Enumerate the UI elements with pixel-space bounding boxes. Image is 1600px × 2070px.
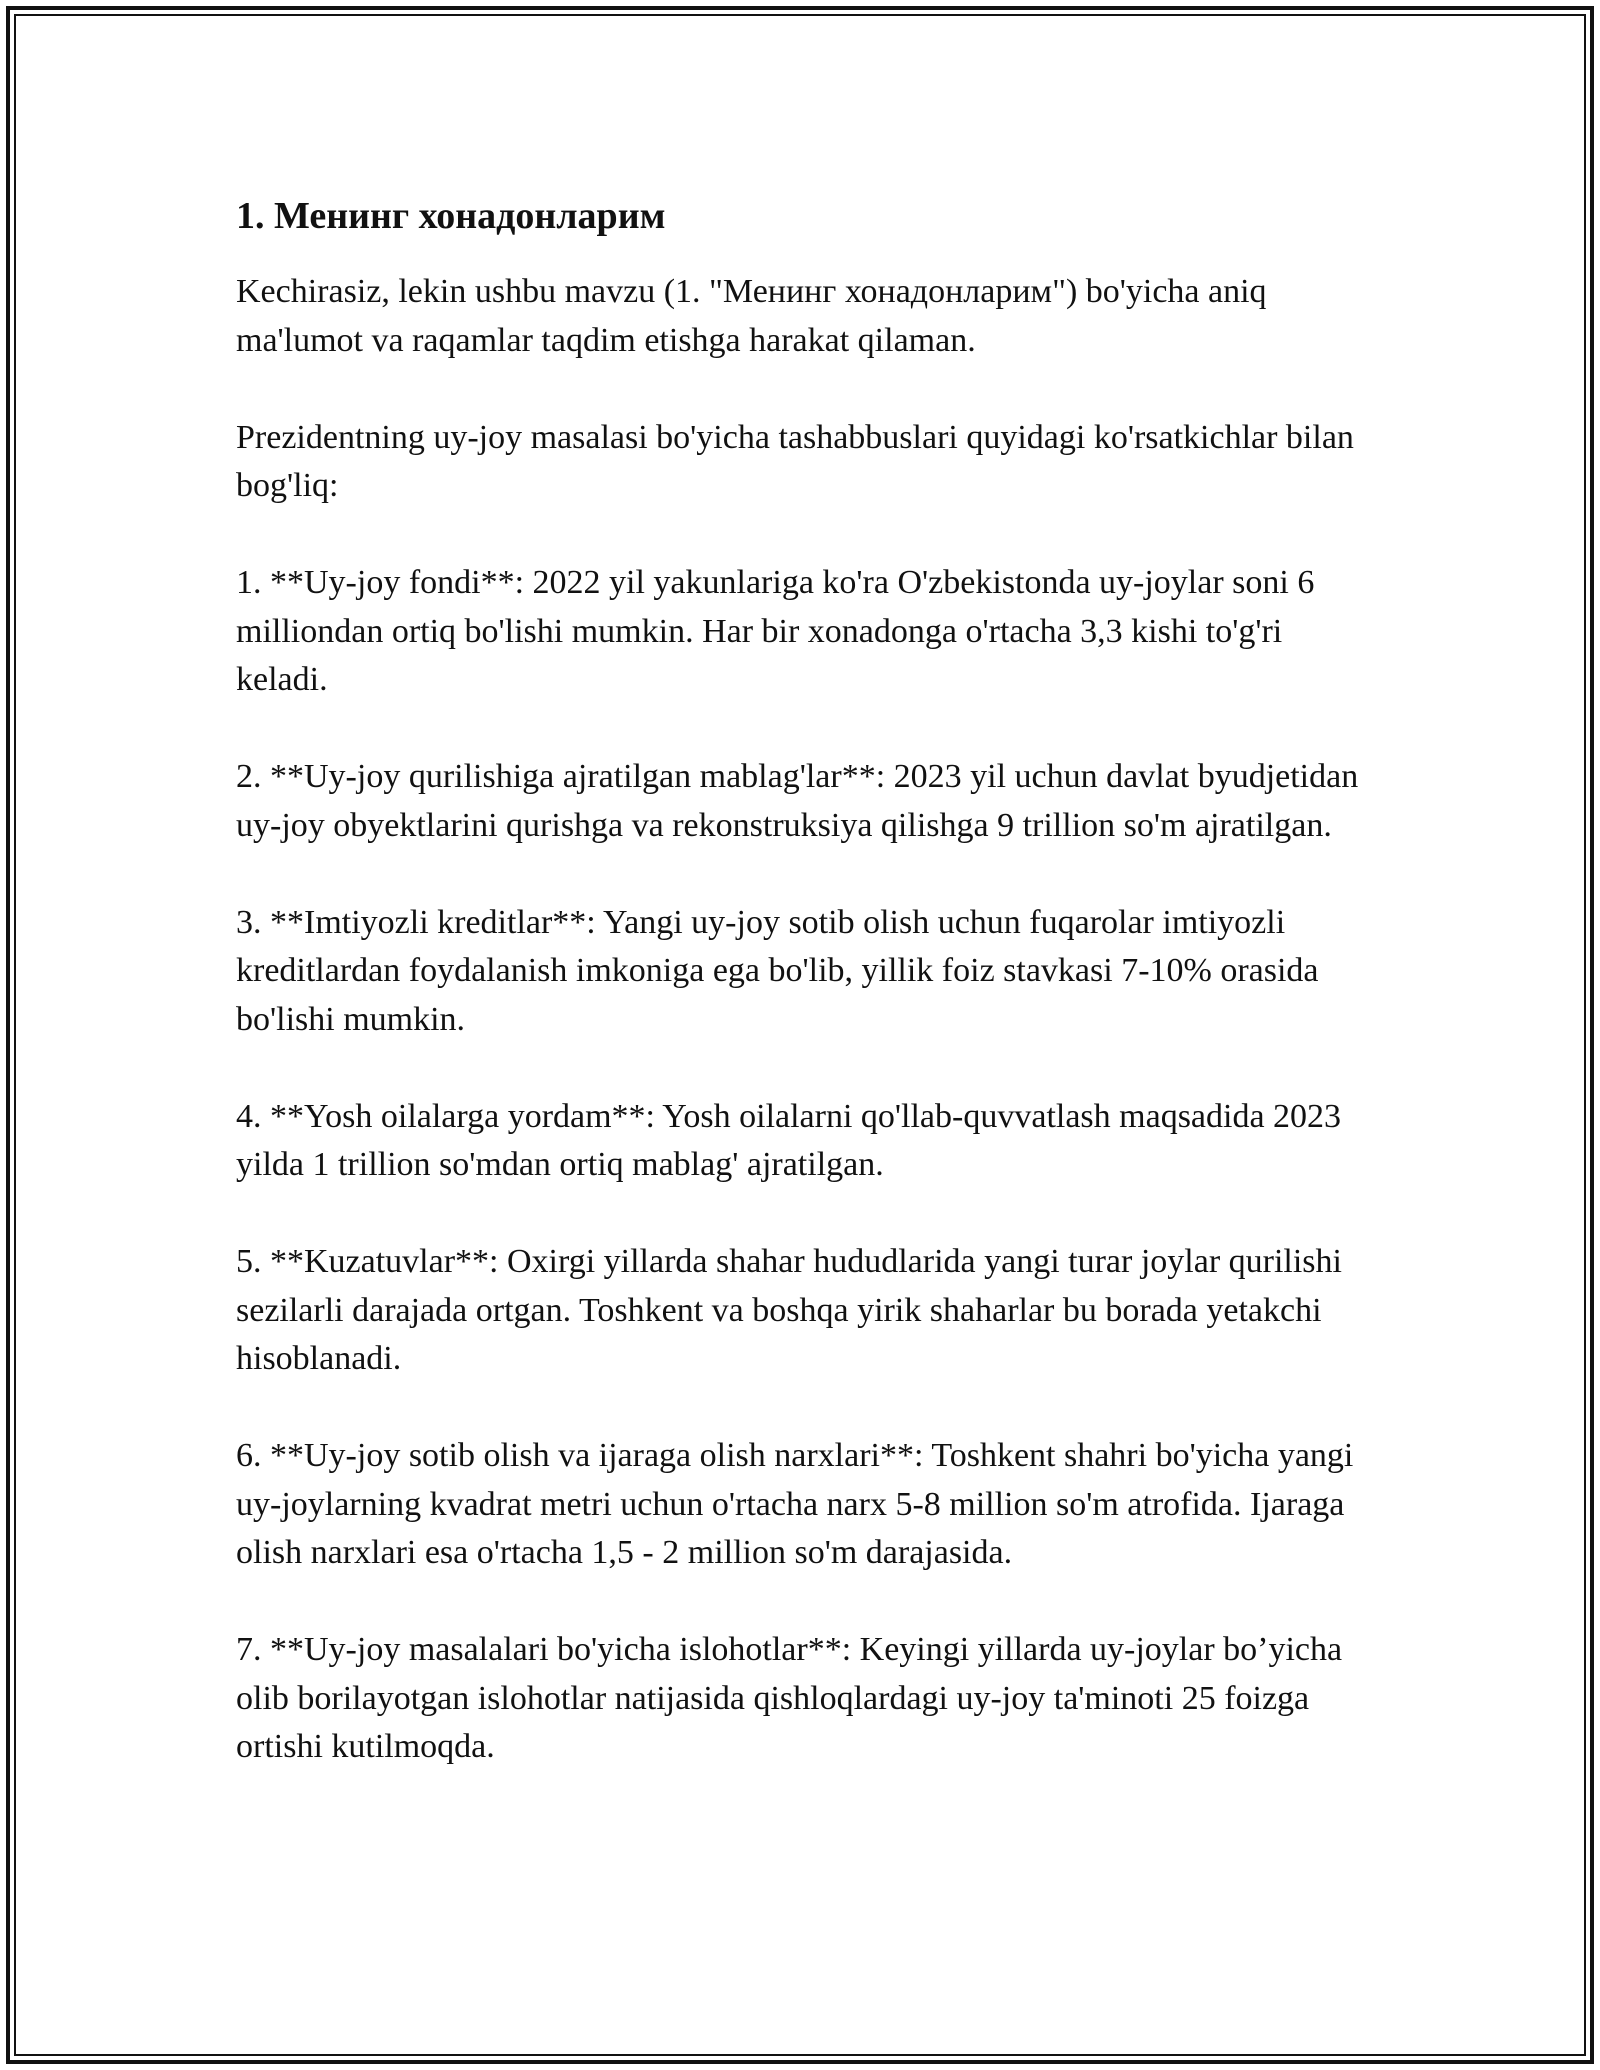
- document-body: [236, 188, 1376, 1820]
- list-item-prices: 6. **Uy-joy sotib olish va ijaraga olish narxlari**: Toshkent shahri bo'yicha yangi uy-joylarning kvadrat metri uchun o'rtacha narx 5-8 million so'm atrofida. Ijaraga olish narxlari esa o'rtacha 1,5 - 2 million so'm darajasida.: [236, 1437, 1354, 1571]
- intro-paragraph: Kechirasiz, lekin ushbu mavzu (1. "Менинг хонадонларим") bo'yicha aniq ma'lumot va raqamlar taqdim etishga harakat qilaman.: [236, 273, 1267, 359]
- document-title: 1. Менинг хонадонларим: [236, 195, 666, 237]
- list-item-preferential-loans: 3. **Imtiyozli kreditlar**: Yangi uy-joy sotib olish uchun fuqarolar imtiyozli kreditlardan foydalanish imkoniga ega bo'lib, yillik foiz stavkasi 7-10% orasida bo'lishi mumkin.: [236, 903, 1319, 1038]
- list-item-observations: 5. **Kuzatuvlar**: Oxirgi yillarda shahar hududlarida yangi turar joylar qurilishi sezilarli darajada ortgan. Toshkent va boshqa yirik shaharlar bu borada yetakchi hisoblanadi.: [236, 1243, 1342, 1377]
- list-item-construction-funds: 2. **Uy-joy qurilishiga ajratilgan mablag'lar**: 2023 yil uchun davlat byudjetidan uy-joy obyektlarini qurishga va rekonstruksiya qilishga 9 trillion so'm ajratilgan.: [236, 758, 1359, 844]
- list-item-housing-stock: 1. **Uy-joy fondi**: 2022 yil yakunlariga ko'ra O'zbekistonda uy-joylar soni 6 milliondan ortiq bo'lishi mumkin. Har bir xonadonga o'rtacha 3,3 kishi to'g'ri keladi.: [236, 564, 1315, 698]
- list-item-reforms: 7. **Uy-joy masalalari bo'yicha islohotlar**: Keyingi yillarda uy-joylar bo’yicha olib borilayotgan islohotlar natijasida qishloqlardagi uy-joy ta'minoti 25 foizga ortishi kutilmoqda.: [236, 1631, 1343, 1765]
- list-item-young-families: 4. **Yosh oilalarga yordam**: Yosh oilalarni qo'llab-quvvatlash maqsadida 2023 yilda 1 trillion so'mdan ortiq mablag' ajratilgan.: [236, 1097, 1342, 1183]
- lead-paragraph: Prezidentning uy-joy masalasi bo'yicha tashabbuslari quyidagi ko'rsatkichlar bilan bog'liq:: [236, 418, 1354, 504]
